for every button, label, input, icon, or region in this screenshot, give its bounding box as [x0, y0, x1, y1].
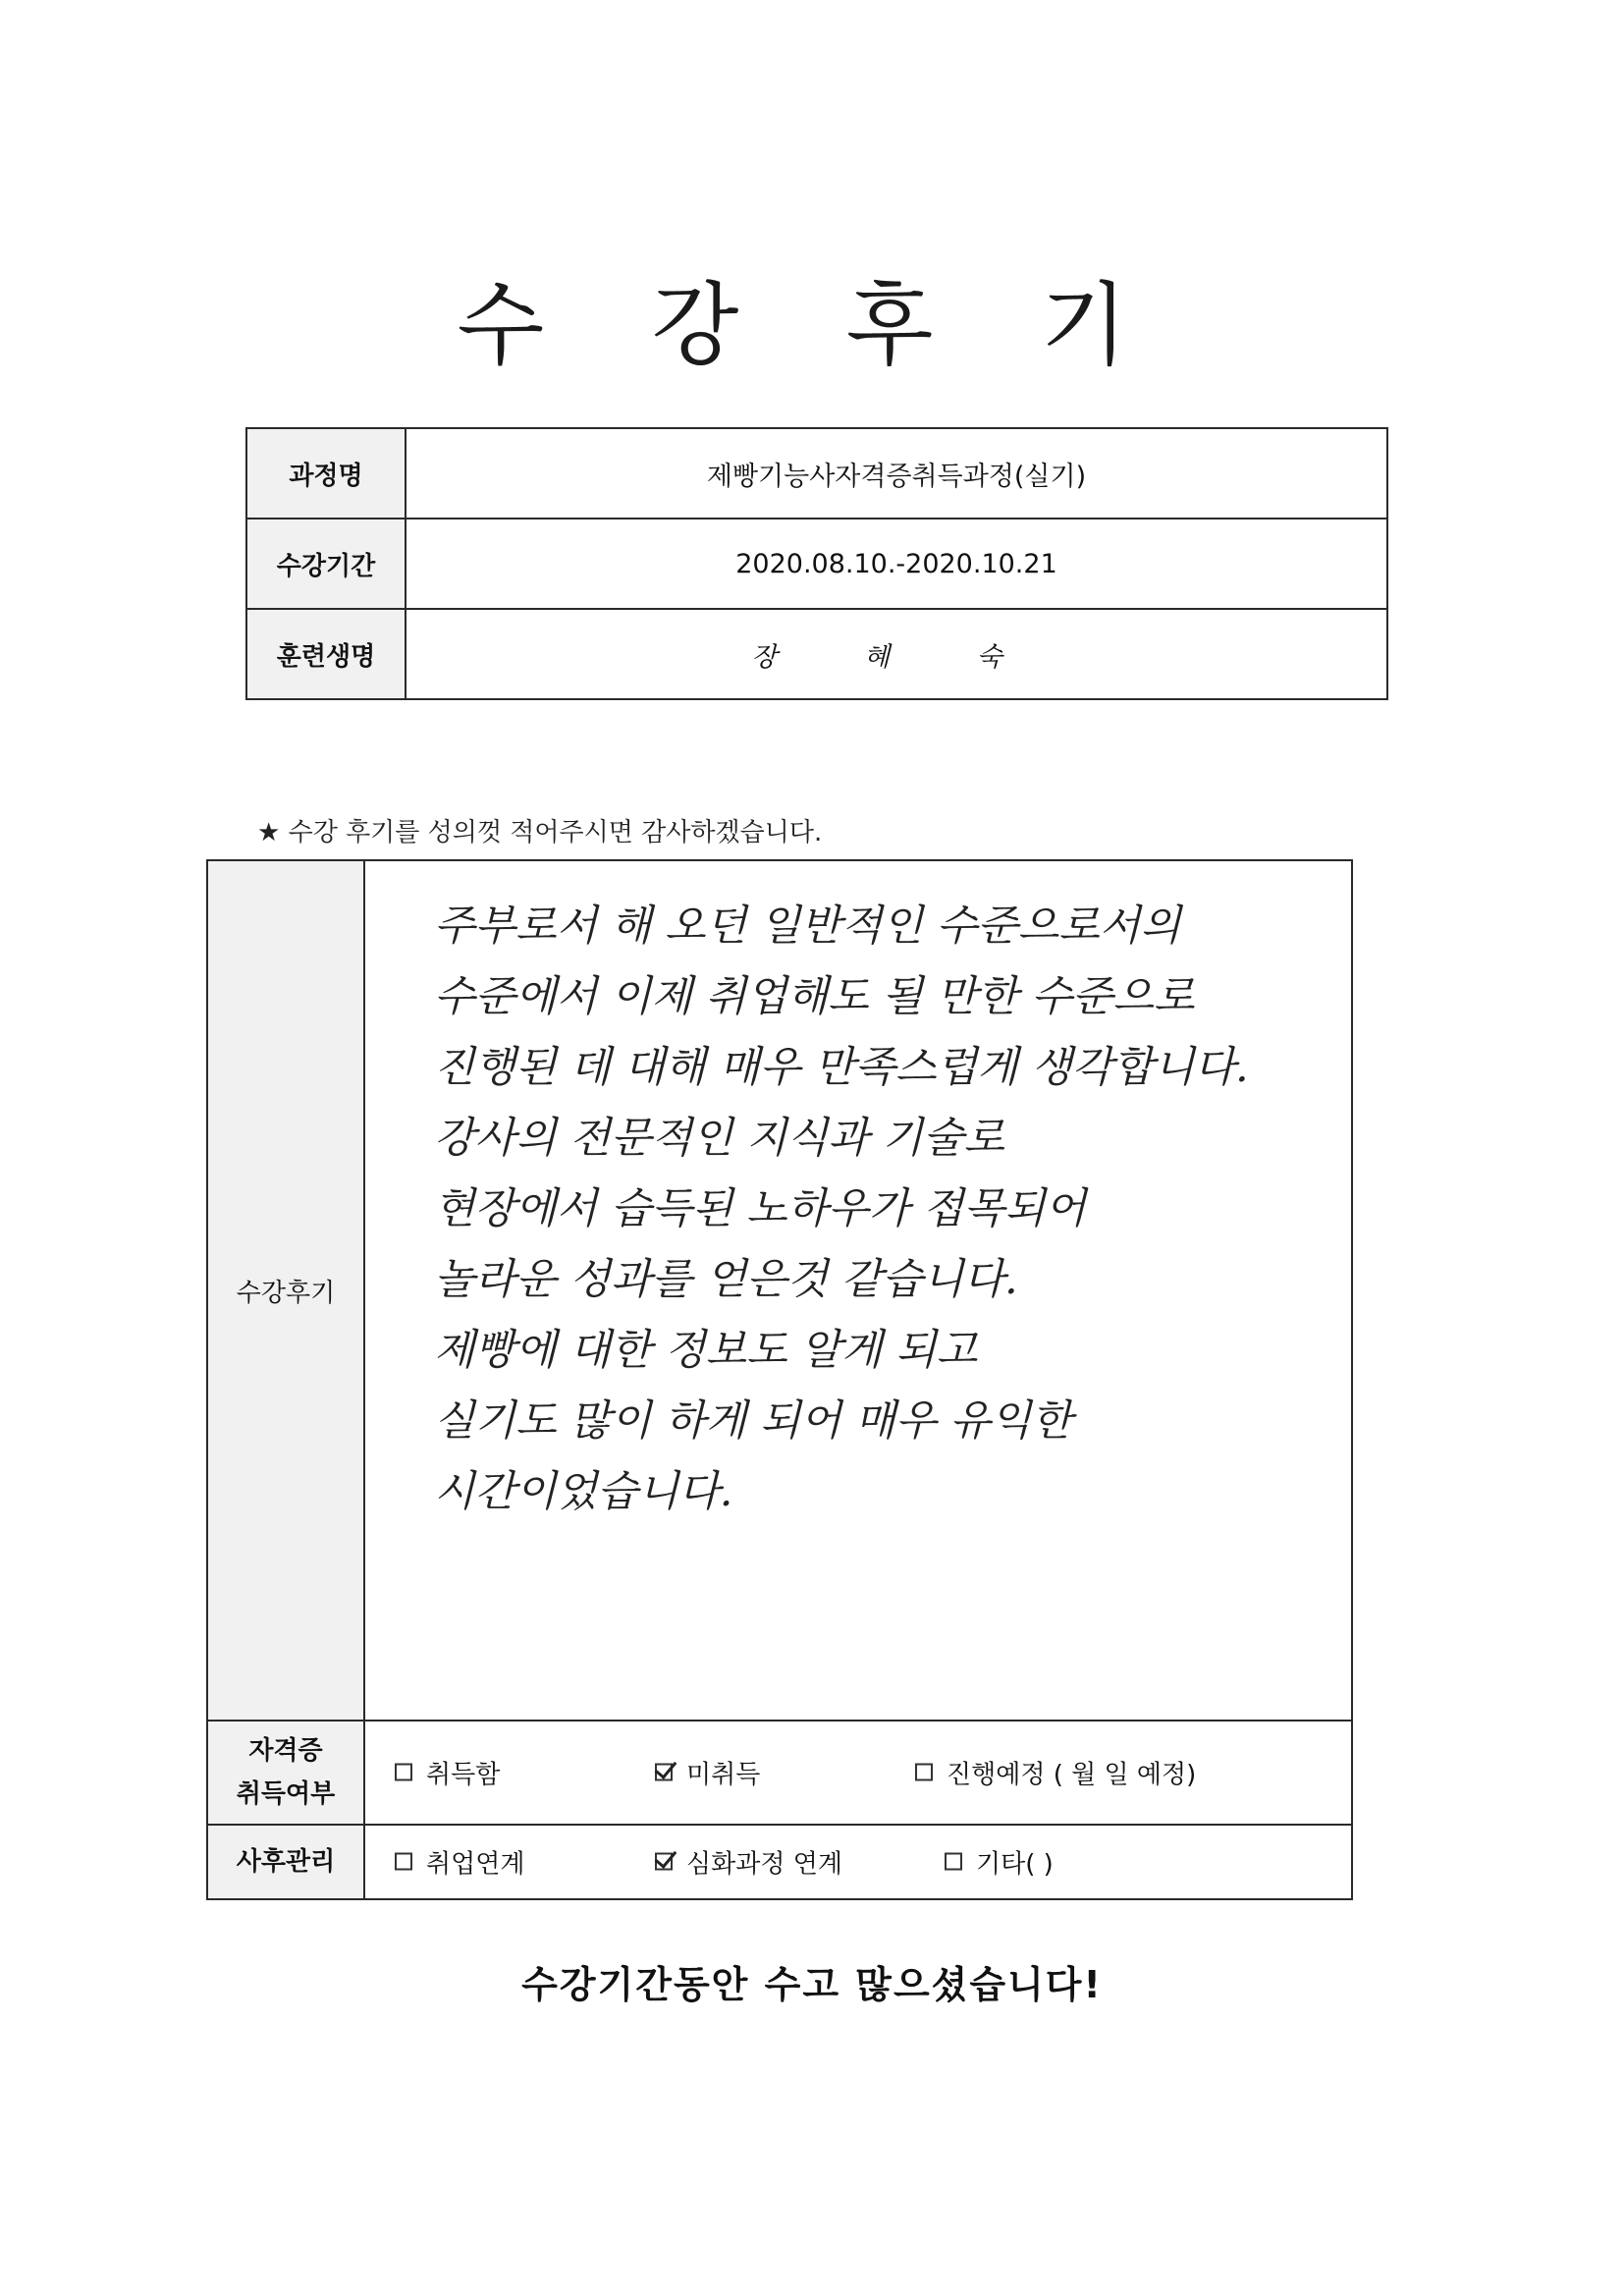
page-title: 수 강 후 기	[457, 273, 1167, 378]
cert-option-planned-label: 진행예정 ( 월 일 예정)	[947, 1760, 1197, 1790]
period-value: 2020.08.10.-2020.10.21	[406, 519, 1387, 609]
review-text-area	[364, 860, 1352, 1721]
cert-options	[364, 1721, 1352, 1825]
review-line: 현장에서 습득된 노하우가 접목되어	[434, 1184, 1087, 1233]
cert-option-not-obtained[interactable]	[655, 1755, 760, 1791]
aftercare-row	[207, 1825, 1352, 1899]
notice-text: ★ 수강 후기를 성의껏 적어주시면 감사하겠습니다.	[257, 818, 823, 847]
cert-option-not-obtained-label: 미취득	[686, 1760, 761, 1790]
review-line: 진행된 데 대해 매우 만족스럽게 생각합니다.	[434, 1043, 1249, 1092]
closing-message: 수강기간동안 수고 많으셨습니다!	[521, 1963, 1103, 2006]
period-label: 수강기간	[246, 519, 406, 609]
review-line: 주부로서 해 오던 일반적인 수준으로서의	[434, 902, 1181, 951]
cert-label-line1: 자격증	[248, 1736, 323, 1766]
cert-label-line2: 취득여부	[236, 1779, 336, 1809]
review-line: 실기도 많이 하게 되어 매우 유익한	[434, 1396, 1072, 1446]
review-label: 수강후기	[207, 860, 364, 1721]
aftercare-option-employment-label: 취업연계	[426, 1849, 525, 1880]
aftercare-label: 사후관리	[207, 1825, 364, 1899]
checkbox-empty-icon[interactable]	[395, 1853, 412, 1871]
aftercare-option-advanced-course[interactable]	[655, 1844, 842, 1881]
aftercare-option-advanced-course-label: 심화과정 연계	[686, 1849, 842, 1880]
course-info-table	[245, 427, 1388, 700]
cert-row	[207, 1721, 1352, 1825]
aftercare-option-employment[interactable]	[395, 1844, 524, 1881]
checkbox-empty-icon[interactable]	[945, 1853, 962, 1871]
cert-option-obtained-label: 취득함	[426, 1760, 501, 1790]
review-table	[206, 859, 1353, 1900]
aftercare-options	[364, 1825, 1352, 1899]
course-value: 제빵기능사자격증취득과정(실기)	[406, 428, 1387, 519]
review-line: 수준에서 이제 취업해도 될 만한 수준으로	[434, 972, 1195, 1021]
cert-label	[207, 1721, 364, 1825]
course-row	[246, 428, 1387, 519]
review-line: 제빵에 대한 정보도 알게 되고	[434, 1326, 978, 1375]
cert-option-obtained[interactable]	[395, 1755, 500, 1791]
review-line: 시간이었습니다.	[434, 1467, 733, 1516]
aftercare-option-other[interactable]	[945, 1844, 1054, 1881]
checkbox-empty-icon[interactable]	[395, 1764, 412, 1781]
course-label: 과정명	[246, 428, 406, 519]
period-row	[246, 519, 1387, 609]
checkbox-checked-icon[interactable]	[655, 1853, 673, 1871]
trainee-name-handwritten: 장 혜 숙	[406, 609, 1387, 699]
review-row	[207, 860, 1352, 1721]
checkbox-checked-icon[interactable]	[655, 1764, 673, 1781]
trainee-row	[246, 609, 1387, 699]
review-line: 강사의 전문적인 지식과 기술로	[434, 1114, 1004, 1163]
review-line: 놀라운 성과를 얻은것 같습니다.	[434, 1255, 1018, 1304]
cert-option-planned[interactable]	[915, 1755, 1196, 1791]
checkbox-empty-icon[interactable]	[915, 1764, 933, 1781]
aftercare-option-other-label: 기타( )	[976, 1849, 1054, 1880]
trainee-label: 훈련생명	[246, 609, 406, 699]
